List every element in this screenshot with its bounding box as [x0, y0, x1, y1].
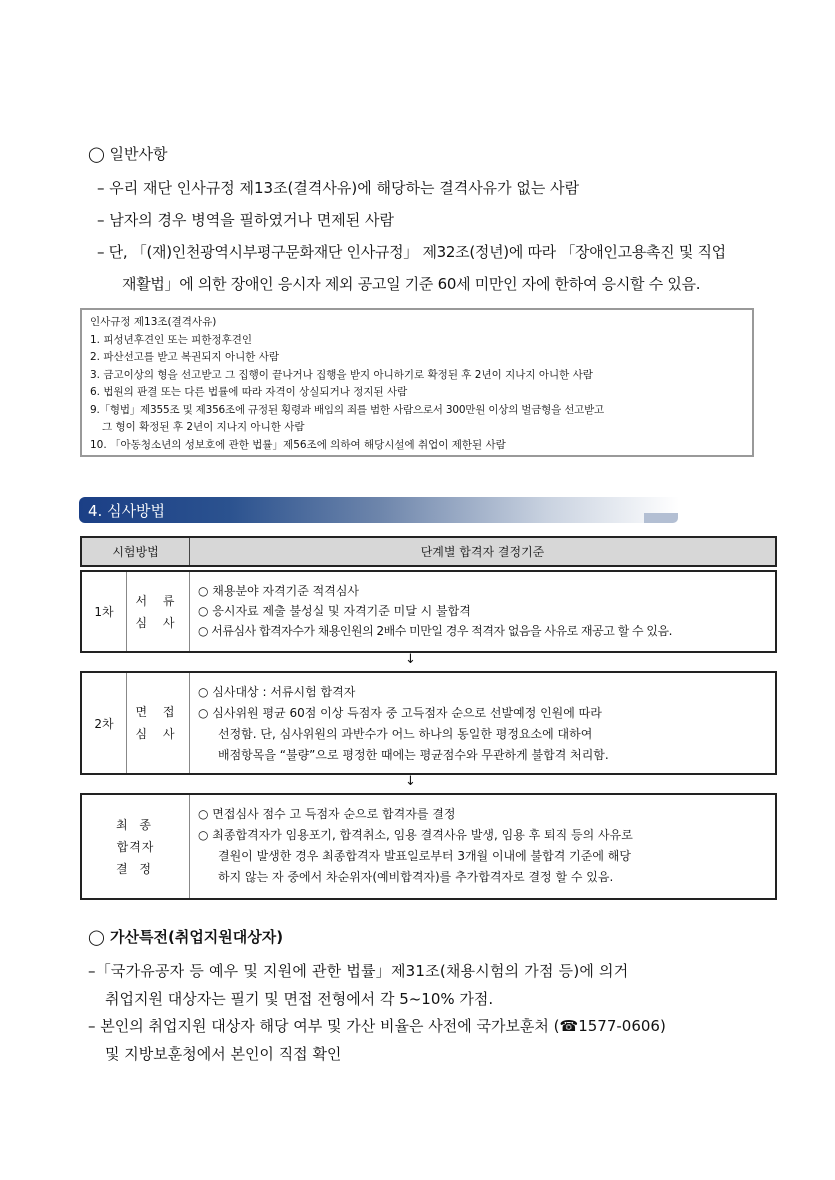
regulation-line: 10. 「아동청소년의 성보호에 관한 법률」제56조에 의하여 해당시설에 취업이 제한된 사람: [90, 438, 506, 451]
criteria-line: ○ 응시자료 제출 불성실 및 자격기준 미달 시 불합격: [198, 604, 471, 618]
regulation-line: 그 형이 확정된 후 2년이 지나지 아니한 사람: [102, 421, 305, 433]
bonus-item-1: –「국가유공자 등 예우 및 지원에 관한 법률」제31조(채용시험의 가점 등)에 의거: [88, 962, 629, 980]
criteria-line: ○ 채용분야 자격기준 적격심사: [198, 584, 360, 598]
stage-name-line: 서 류: [135, 593, 181, 608]
header-criteria: 단계별 합격자 결정기준: [420, 545, 545, 559]
general-item-3-continuation: 재활법」에 의한 장애인 응시자 제외 공고일 기준 60세 미만인 자에 한하여 응시할 수 있음.: [122, 275, 701, 293]
table-row-stage-2: [80, 671, 777, 775]
regulation-line: 6. 법원의 판결 또는 다른 법률에 따라 자격이 상실되거나 정지된 사람: [90, 386, 408, 398]
stage-name-line: 심 사: [135, 615, 181, 630]
stage-name-line: 결 정: [116, 861, 155, 876]
stage-name-line: 심 사: [135, 727, 181, 741]
stage-name: [127, 572, 190, 651]
stage-number: 1차: [82, 572, 127, 651]
stage-name: [82, 795, 190, 898]
stage-number: 2차: [82, 673, 127, 773]
stage-criteria: [190, 795, 775, 898]
regulation-line: 9.「형법」제355조 및 제356조에 규정된 횡령과 배임의 죄를 범한 사람으로서 300만원 이상의 벌금형을 선고받고: [90, 403, 604, 416]
section-heading-bar: [79, 497, 679, 523]
criteria-line: 결원이 발생한 경우 최종합격자 발표일로부터 3개월 이내에 불합격 기준에 해당: [218, 849, 631, 863]
bonus-section-title: ◯ 가산특전(취업지원대상자): [88, 928, 284, 946]
section-heading-tab-decoration: [644, 513, 678, 523]
stage-name: [127, 673, 190, 773]
regulation-box: [80, 308, 754, 457]
stage-name-line: 면 접: [135, 705, 181, 719]
criteria-line: 배점항목을 “불량”으로 평정한 때에는 평균점수와 무관하게 불합격 처리함.: [218, 748, 609, 762]
regulation-title: 인사규정 제13조(결격사유): [90, 316, 217, 328]
general-item-1: – 우리 재단 인사규정 제13조(결격사유)에 해당하는 결격사유가 없는 사람: [97, 179, 580, 197]
regulation-line: 1. 피성년후견인 또는 피한정후견인: [90, 333, 253, 346]
table-row-final-decision: [80, 793, 777, 900]
criteria-line: ○ 서류심사 합격자수가 채용인원의 2배수 미만일 경우 적격자 없음을 사유로 재공고 할 수 있음.: [198, 624, 672, 638]
regulation-line: 2. 파산선고를 받고 복권되지 아니한 사람: [90, 351, 279, 363]
bonus-item-2: – 본인의 취업지원 대상자 해당 여부 및 가산 비율은 사전에 국가보훈처 (☎1577-0606): [88, 1017, 666, 1035]
stage-name-line: 합격자: [116, 839, 155, 854]
table-header: [80, 536, 777, 567]
criteria-line: 하지 않는 자 중에서 차순위자(예비합격자)를 추가합격자로 결정 할 수 있음.: [218, 870, 614, 884]
criteria-line: ○ 면접심사 점수 고 득점자 순으로 합격자를 결정: [198, 807, 456, 821]
criteria-line: ○ 심사위원 평균 60점 이상 득점자 중 고득점자 순으로 선발예정 인원에 따라: [198, 706, 602, 720]
header-exam-method: 시험방법: [82, 538, 190, 565]
bonus-item-1-continuation: 취업지원 대상자는 필기 및 면접 전형에서 각 5~10% 가점.: [105, 990, 494, 1008]
stage-name-line: 최 종: [116, 817, 155, 832]
stage-criteria: [190, 572, 775, 651]
bonus-item-2-continuation: 및 지방보훈청에서 본인이 직접 확인: [105, 1045, 342, 1063]
criteria-line: ○ 심사대상 : 서류시험 합격자: [198, 685, 356, 699]
regulation-line: 3. 금고이상의 형을 선고받고 그 집행이 끝나거나 집행을 받지 아니하기로 확정된 후 2년이 지나지 아니한 사람: [90, 368, 593, 381]
general-section-title: ◯ 일반사항: [88, 145, 168, 163]
down-arrow-icon: ↓: [405, 652, 416, 667]
down-arrow-icon: ↓: [405, 774, 416, 789]
criteria-line: ○ 최종합격자가 임용포기, 합격취소, 임용 결격사유 발생, 임용 후 퇴직 등의 사유로: [198, 828, 633, 842]
table-row-stage-1: [80, 570, 777, 653]
section-title: 4. 심사방법: [88, 502, 166, 520]
criteria-line: 선정함. 단, 심사위원의 과반수가 어느 하나의 동일한 평정요소에 대하여: [218, 727, 593, 741]
general-item-2: – 남자의 경우 병역을 필하였거나 면제된 사람: [97, 211, 394, 229]
stage-criteria: [190, 673, 775, 773]
general-item-3: – 단, 「(재)인천광역시부평구문화재단 인사규정」 제32조(정년)에 따라 「장애인고용촉진 및 직업: [97, 243, 726, 261]
